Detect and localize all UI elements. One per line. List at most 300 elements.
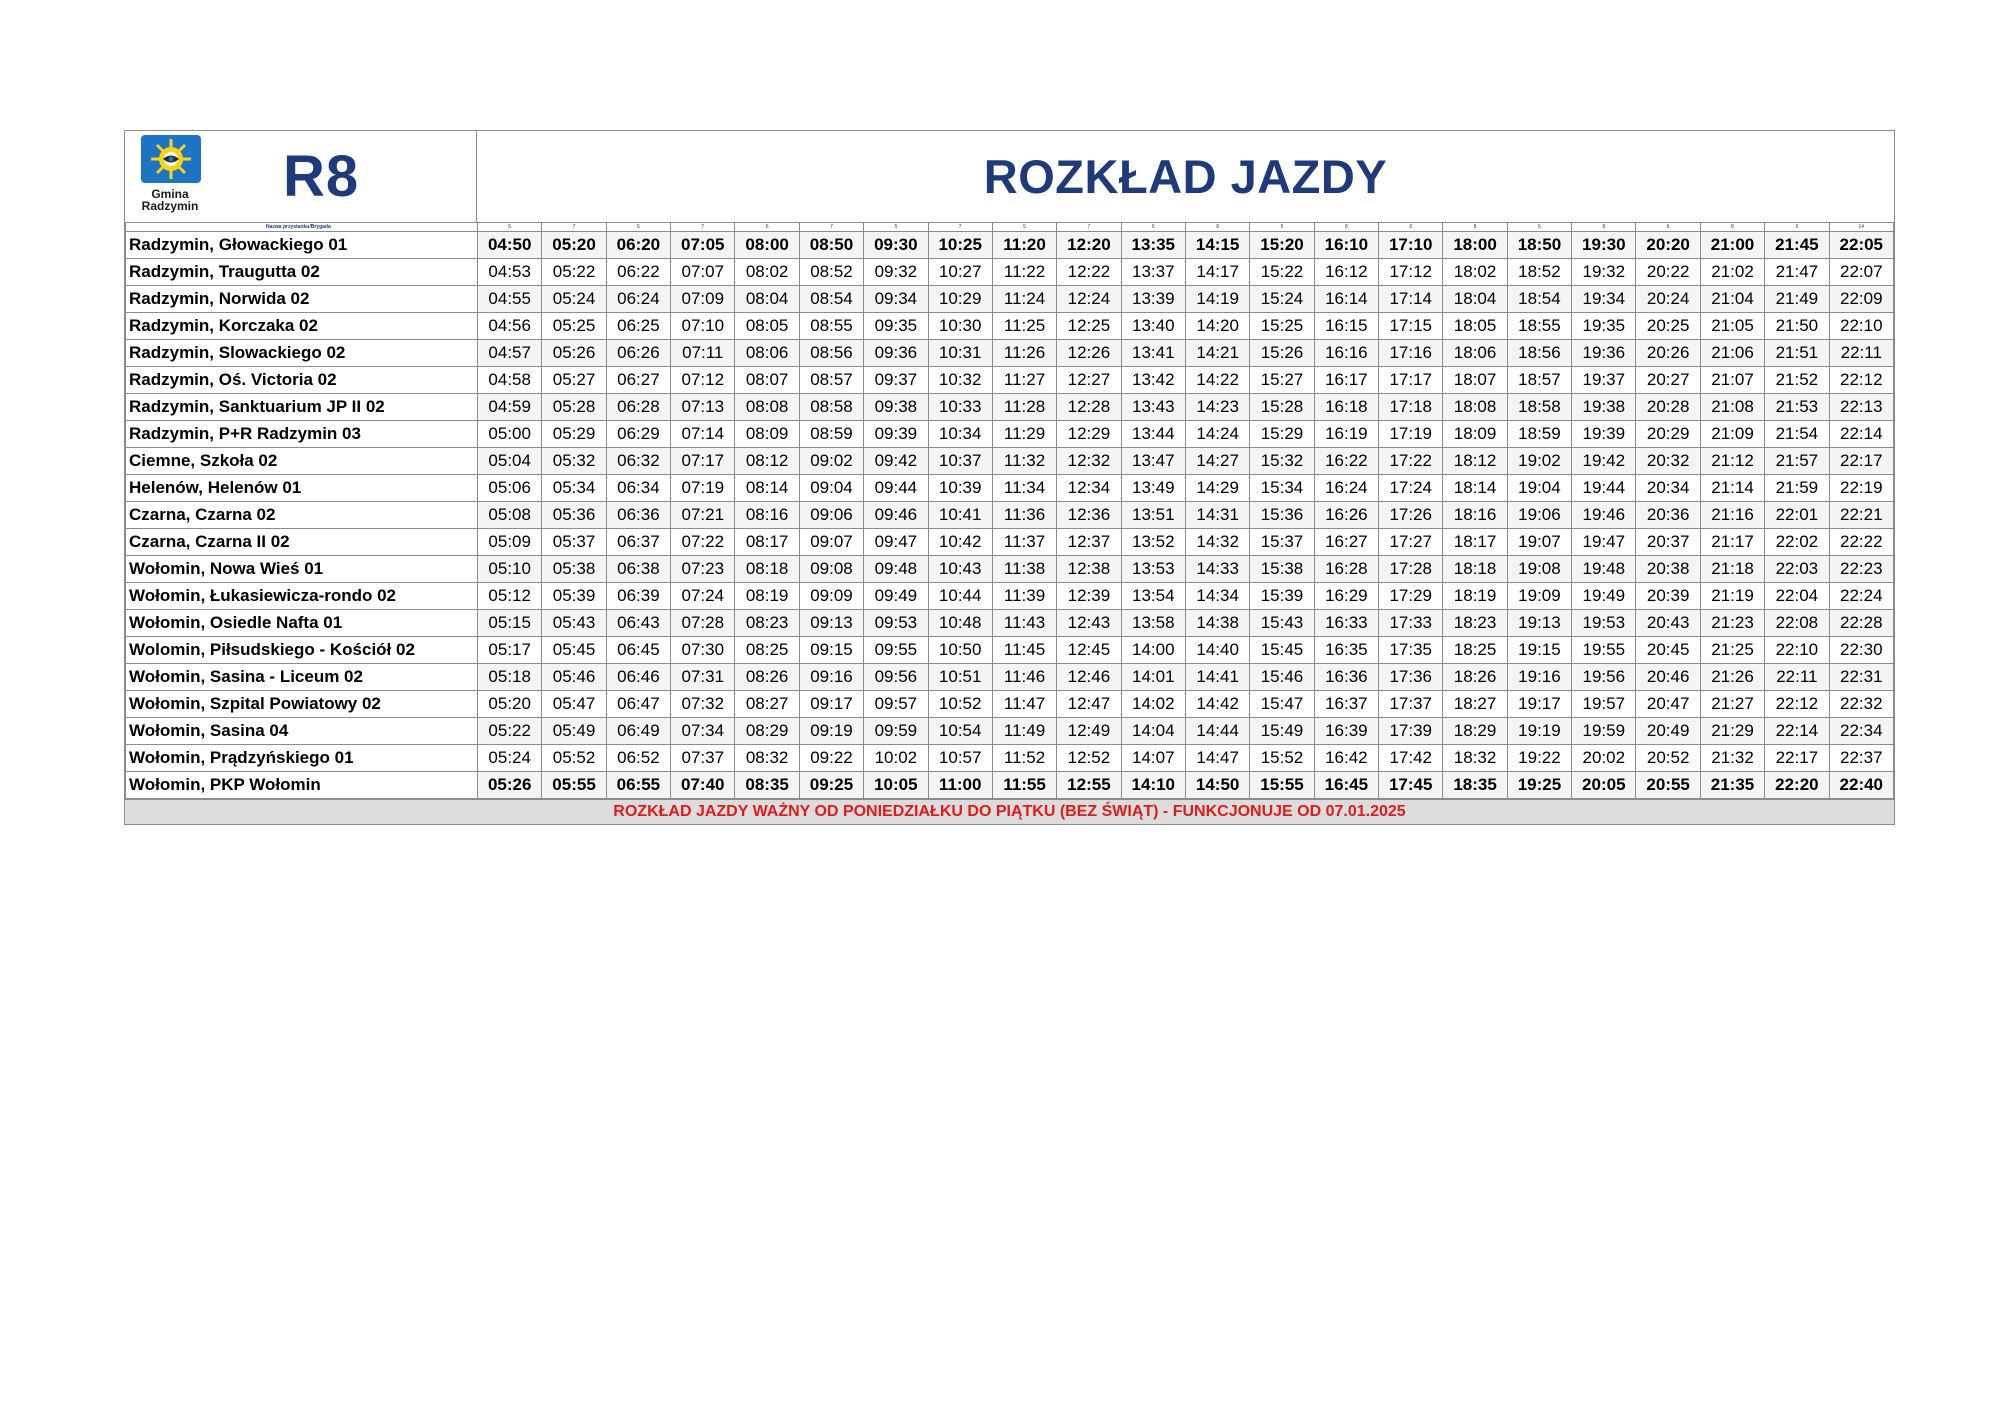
departure-time: 14:24: [1185, 421, 1249, 448]
departure-time: 21:35: [1700, 772, 1764, 799]
departure-time: 19:49: [1572, 583, 1636, 610]
departure-time: 21:17: [1700, 529, 1764, 556]
departure-time: 08:18: [735, 556, 799, 583]
departure-time: 18:06: [1443, 340, 1507, 367]
departure-time: 20:36: [1636, 502, 1700, 529]
departure-time: 22:10: [1765, 637, 1829, 664]
departure-time: 15:25: [1250, 313, 1314, 340]
departure-time: 06:36: [606, 502, 670, 529]
brigade-number: 6: [1636, 223, 1700, 232]
departure-time: 11:39: [992, 583, 1056, 610]
departure-time: 15:26: [1250, 340, 1314, 367]
departure-time: 05:24: [478, 745, 542, 772]
brigade-number: 5: [606, 223, 670, 232]
departure-time: 14:02: [1121, 691, 1185, 718]
departure-time: 12:43: [1057, 610, 1121, 637]
departure-time: 11:36: [992, 502, 1056, 529]
departure-time: 21:47: [1765, 259, 1829, 286]
departure-time: 06:47: [606, 691, 670, 718]
timetable-row: [126, 610, 1894, 637]
departure-time: 07:07: [671, 259, 735, 286]
departure-time: 21:05: [1700, 313, 1764, 340]
departure-time: 06:43: [606, 610, 670, 637]
departure-time: 22:04: [1765, 583, 1829, 610]
departure-time: 09:04: [799, 475, 863, 502]
departure-time: 12:32: [1057, 448, 1121, 475]
departure-time: 18:17: [1443, 529, 1507, 556]
departure-time: 08:23: [735, 610, 799, 637]
departure-time: 12:22: [1057, 259, 1121, 286]
brigade-number: 8: [1700, 223, 1764, 232]
departure-time: 05:36: [542, 502, 606, 529]
departure-time: 05:32: [542, 448, 606, 475]
brigade-number: 6: [1379, 223, 1443, 232]
departure-time: 10:37: [928, 448, 992, 475]
departure-time: 04:50: [478, 232, 542, 259]
departure-time: 22:28: [1829, 610, 1893, 637]
departure-time: 22:40: [1829, 772, 1893, 799]
departure-time: 06:26: [606, 340, 670, 367]
departure-time: 18:54: [1507, 286, 1571, 313]
departure-time: 11:47: [992, 691, 1056, 718]
departure-time: 22:19: [1829, 475, 1893, 502]
timetable-row: [126, 286, 1894, 313]
departure-time: 06:32: [606, 448, 670, 475]
departure-time: 17:17: [1379, 367, 1443, 394]
departure-time: 14:00: [1121, 637, 1185, 664]
departure-time: 15:43: [1250, 610, 1314, 637]
departure-time: 05:17: [478, 637, 542, 664]
departure-time: 17:39: [1379, 718, 1443, 745]
departure-time: 08:02: [735, 259, 799, 286]
departure-time: 07:10: [671, 313, 735, 340]
departure-time: 05:43: [542, 610, 606, 637]
departure-time: 07:24: [671, 583, 735, 610]
departure-time: 18:25: [1443, 637, 1507, 664]
stop-name: Wolomin, Piłsudskiego - Kościół 02: [126, 637, 478, 664]
departure-time: 05:27: [542, 367, 606, 394]
departure-time: 04:55: [478, 286, 542, 313]
departure-time: 09:22: [799, 745, 863, 772]
departure-time: 05:28: [542, 394, 606, 421]
departure-time: 19:38: [1572, 394, 1636, 421]
departure-time: 22:14: [1765, 718, 1829, 745]
departure-time: 17:33: [1379, 610, 1443, 637]
departure-time: 13:54: [1121, 583, 1185, 610]
departure-time: 15:32: [1250, 448, 1314, 475]
departure-time: 06:22: [606, 259, 670, 286]
departure-time: 10:32: [928, 367, 992, 394]
departure-time: 12:28: [1057, 394, 1121, 421]
departure-time: 22:01: [1765, 502, 1829, 529]
departure-time: 11:00: [928, 772, 992, 799]
departure-time: 14:27: [1185, 448, 1249, 475]
departure-time: 05:39: [542, 583, 606, 610]
departure-time: 18:09: [1443, 421, 1507, 448]
page-title: ROZKŁAD JAZDY: [983, 150, 1388, 203]
brigade-number: 8: [1443, 223, 1507, 232]
departure-time: 08:17: [735, 529, 799, 556]
departure-time: 21:23: [1700, 610, 1764, 637]
departure-time: 19:34: [1572, 286, 1636, 313]
departure-time: 17:18: [1379, 394, 1443, 421]
departure-time: 09:46: [864, 502, 928, 529]
departure-time: 09:30: [864, 232, 928, 259]
departure-time: 05:00: [478, 421, 542, 448]
departure-time: 14:41: [1185, 664, 1249, 691]
timetable-row: [126, 583, 1894, 610]
departure-time: 14:34: [1185, 583, 1249, 610]
stop-name: Wołomin, Sasina 04: [126, 718, 478, 745]
departure-time: 22:07: [1829, 259, 1893, 286]
departure-time: 15:29: [1250, 421, 1314, 448]
departure-time: 10:42: [928, 529, 992, 556]
timetable-row: [126, 232, 1894, 259]
departure-time: 16:12: [1314, 259, 1378, 286]
departure-time: 21:49: [1765, 286, 1829, 313]
departure-time: 11:28: [992, 394, 1056, 421]
timetable-row: [126, 448, 1894, 475]
departure-time: 18:26: [1443, 664, 1507, 691]
departure-time: 07:32: [671, 691, 735, 718]
departure-time: 19:17: [1507, 691, 1571, 718]
departure-time: 13:42: [1121, 367, 1185, 394]
departure-time: 22:31: [1829, 664, 1893, 691]
departure-time: 21:27: [1700, 691, 1764, 718]
departure-time: 08:54: [799, 286, 863, 313]
stop-name: Radzymin, Norwida 02: [126, 286, 478, 313]
departure-time: 18:05: [1443, 313, 1507, 340]
timetable-row: [126, 421, 1894, 448]
departure-time: 14:22: [1185, 367, 1249, 394]
departure-time: 19:56: [1572, 664, 1636, 691]
departure-time: 19:47: [1572, 529, 1636, 556]
departure-time: 11:43: [992, 610, 1056, 637]
departure-time: 16:39: [1314, 718, 1378, 745]
departure-time: 19:42: [1572, 448, 1636, 475]
departure-time: 18:08: [1443, 394, 1507, 421]
departure-time: 21:06: [1700, 340, 1764, 367]
departure-time: 15:27: [1250, 367, 1314, 394]
departure-time: 21:59: [1765, 475, 1829, 502]
departure-time: 21:12: [1700, 448, 1764, 475]
timetable-row: [126, 637, 1894, 664]
departure-time: 07:28: [671, 610, 735, 637]
departure-time: 18:00: [1443, 232, 1507, 259]
stop-name: Radzymin, P+R Radzymin 03: [126, 421, 478, 448]
brigade-row: [126, 223, 1894, 232]
departure-time: 20:52: [1636, 745, 1700, 772]
departure-time: 16:37: [1314, 691, 1378, 718]
departure-time: 19:37: [1572, 367, 1636, 394]
departure-time: 14:21: [1185, 340, 1249, 367]
stop-name: Wołomin, PKP Wołomin: [126, 772, 478, 799]
departure-time: 12:36: [1057, 502, 1121, 529]
departure-time: 15:34: [1250, 475, 1314, 502]
departure-time: 18:35: [1443, 772, 1507, 799]
departure-time: 06:24: [606, 286, 670, 313]
departure-time: 08:59: [799, 421, 863, 448]
departure-time: 19:32: [1572, 259, 1636, 286]
departure-time: 22:02: [1765, 529, 1829, 556]
departure-time: 14:10: [1121, 772, 1185, 799]
departure-time: 15:49: [1250, 718, 1314, 745]
departure-time: 05:26: [478, 772, 542, 799]
departure-time: 21:00: [1700, 232, 1764, 259]
departure-time: 19:09: [1507, 583, 1571, 610]
departure-time: 22:12: [1829, 367, 1893, 394]
departure-time: 17:45: [1379, 772, 1443, 799]
departure-time: 11:55: [992, 772, 1056, 799]
departure-time: 09:38: [864, 394, 928, 421]
departure-time: 09:57: [864, 691, 928, 718]
stop-name: Radzymin, Oś. Victoria 02: [126, 367, 478, 394]
departure-time: 20:32: [1636, 448, 1700, 475]
departure-time: 19:36: [1572, 340, 1636, 367]
departure-time: 22:03: [1765, 556, 1829, 583]
timetable-sheet: [124, 130, 1895, 825]
departure-time: 04:56: [478, 313, 542, 340]
departure-time: 11:37: [992, 529, 1056, 556]
departure-time: 10:54: [928, 718, 992, 745]
departure-time: 20:24: [1636, 286, 1700, 313]
departure-time: 16:22: [1314, 448, 1378, 475]
brigade-number: 5: [992, 223, 1056, 232]
departure-time: 13:51: [1121, 502, 1185, 529]
departure-time: 09:37: [864, 367, 928, 394]
departure-time: 22:24: [1829, 583, 1893, 610]
departure-time: 13:47: [1121, 448, 1185, 475]
departure-time: 12:49: [1057, 718, 1121, 745]
departure-time: 05:09: [478, 529, 542, 556]
brigade-number: 5: [864, 223, 928, 232]
departure-time: 13:44: [1121, 421, 1185, 448]
departure-time: 16:18: [1314, 394, 1378, 421]
departure-time: 22:37: [1829, 745, 1893, 772]
departure-time: 05:49: [542, 718, 606, 745]
departure-time: 09:17: [799, 691, 863, 718]
departure-time: 16:29: [1314, 583, 1378, 610]
departure-time: 19:04: [1507, 475, 1571, 502]
departure-time: 13:58: [1121, 610, 1185, 637]
departure-time: 08:25: [735, 637, 799, 664]
departure-time: 22:30: [1829, 637, 1893, 664]
route-number: R8: [283, 144, 360, 209]
departure-time: 06:49: [606, 718, 670, 745]
departure-time: 11:20: [992, 232, 1056, 259]
departure-time: 15:52: [1250, 745, 1314, 772]
departure-time: 16:10: [1314, 232, 1378, 259]
departure-time: 08:26: [735, 664, 799, 691]
departure-time: 18:57: [1507, 367, 1571, 394]
departure-time: 10:39: [928, 475, 992, 502]
departure-time: 22:10: [1829, 313, 1893, 340]
departure-time: 06:20: [606, 232, 670, 259]
departure-time: 19:07: [1507, 529, 1571, 556]
departure-time: 19:15: [1507, 637, 1571, 664]
brigade-number: 8: [1314, 223, 1378, 232]
timetable-row: [126, 664, 1894, 691]
departure-time: 16:16: [1314, 340, 1378, 367]
departure-time: 10:29: [928, 286, 992, 313]
departure-time: 13:37: [1121, 259, 1185, 286]
departure-time: 09:16: [799, 664, 863, 691]
stop-name: Radzymin, Slowackiego 02: [126, 340, 478, 367]
departure-time: 11:49: [992, 718, 1056, 745]
departure-time: 12:20: [1057, 232, 1121, 259]
departure-time: 18:56: [1507, 340, 1571, 367]
departure-time: 08:19: [735, 583, 799, 610]
departure-time: 18:14: [1443, 475, 1507, 502]
departure-time: 20:20: [1636, 232, 1700, 259]
departure-time: 09:13: [799, 610, 863, 637]
departure-time: 08:06: [735, 340, 799, 367]
departure-time: 08:55: [799, 313, 863, 340]
departure-time: 09:56: [864, 664, 928, 691]
departure-time: 16:28: [1314, 556, 1378, 583]
departure-time: 21:14: [1700, 475, 1764, 502]
departure-time: 19:57: [1572, 691, 1636, 718]
departure-time: 07:37: [671, 745, 735, 772]
departure-time: 17:26: [1379, 502, 1443, 529]
brigade-number: 7: [542, 223, 606, 232]
departure-time: 07:11: [671, 340, 735, 367]
departure-time: 09:06: [799, 502, 863, 529]
departure-time: 20:45: [1636, 637, 1700, 664]
departure-time: 15:36: [1250, 502, 1314, 529]
departure-time: 14:44: [1185, 718, 1249, 745]
departure-time: 19:59: [1572, 718, 1636, 745]
departure-time: 19:35: [1572, 313, 1636, 340]
departure-time: 21:19: [1700, 583, 1764, 610]
departure-time: 05:22: [478, 718, 542, 745]
departure-time: 12:55: [1057, 772, 1121, 799]
departure-time: 05:52: [542, 745, 606, 772]
departure-time: 14:40: [1185, 637, 1249, 664]
departure-time: 13:35: [1121, 232, 1185, 259]
departure-time: 06:29: [606, 421, 670, 448]
departure-time: 22:09: [1829, 286, 1893, 313]
departure-time: 16:24: [1314, 475, 1378, 502]
departure-time: 09:02: [799, 448, 863, 475]
departure-time: 21:26: [1700, 664, 1764, 691]
timetable-row: [126, 502, 1894, 529]
departure-time: 08:14: [735, 475, 799, 502]
departure-time: 14:01: [1121, 664, 1185, 691]
departure-time: 21:07: [1700, 367, 1764, 394]
departure-time: 06:39: [606, 583, 670, 610]
brigade-number: 7: [1057, 223, 1121, 232]
departure-time: 22:23: [1829, 556, 1893, 583]
departure-time: 05:47: [542, 691, 606, 718]
departure-time: 12:34: [1057, 475, 1121, 502]
departure-time: 10:51: [928, 664, 992, 691]
departure-time: 07:34: [671, 718, 735, 745]
departure-time: 19:13: [1507, 610, 1571, 637]
timetable-row: [126, 691, 1894, 718]
departure-time: 21:09: [1700, 421, 1764, 448]
departure-time: 11:45: [992, 637, 1056, 664]
departure-time: 21:29: [1700, 718, 1764, 745]
timetable-header: [125, 131, 1894, 222]
brigade-number: 6: [1121, 223, 1185, 232]
departure-time: 09:34: [864, 286, 928, 313]
departure-time: 13:53: [1121, 556, 1185, 583]
departure-time: 09:07: [799, 529, 863, 556]
departure-time: 05:06: [478, 475, 542, 502]
departure-time: 19:16: [1507, 664, 1571, 691]
departure-time: 18:12: [1443, 448, 1507, 475]
departure-time: 21:16: [1700, 502, 1764, 529]
departure-time: 19:48: [1572, 556, 1636, 583]
departure-time: 11:26: [992, 340, 1056, 367]
departure-time: 14:38: [1185, 610, 1249, 637]
stop-name: Radzymin, Korczaka 02: [126, 313, 478, 340]
departure-time: 13:52: [1121, 529, 1185, 556]
departure-time: 17:36: [1379, 664, 1443, 691]
departure-time: 17:19: [1379, 421, 1443, 448]
departure-time: 05:08: [478, 502, 542, 529]
departure-time: 11:38: [992, 556, 1056, 583]
departure-time: 18:59: [1507, 421, 1571, 448]
brigade-number: 6: [1507, 223, 1571, 232]
departure-time: 11:24: [992, 286, 1056, 313]
departure-time: 18:07: [1443, 367, 1507, 394]
departure-time: 19:53: [1572, 610, 1636, 637]
departure-time: 22:13: [1829, 394, 1893, 421]
departure-time: 15:39: [1250, 583, 1314, 610]
departure-time: 12:26: [1057, 340, 1121, 367]
departure-time: 15:22: [1250, 259, 1314, 286]
departure-time: 14:07: [1121, 745, 1185, 772]
title-cell: [477, 131, 1894, 222]
departure-time: 18:27: [1443, 691, 1507, 718]
departure-time: 14:29: [1185, 475, 1249, 502]
departure-time: 05:24: [542, 286, 606, 313]
departure-time: 17:35: [1379, 637, 1443, 664]
stop-column-header: Nazwa przystanku/Brygada: [126, 223, 478, 232]
departure-time: 09:32: [864, 259, 928, 286]
departure-time: 16:14: [1314, 286, 1378, 313]
departure-time: 20:28: [1636, 394, 1700, 421]
departure-time: 18:58: [1507, 394, 1571, 421]
departure-time: 14:50: [1185, 772, 1249, 799]
departure-time: 17:37: [1379, 691, 1443, 718]
departure-time: 22:20: [1765, 772, 1829, 799]
departure-time: 16:36: [1314, 664, 1378, 691]
departure-time: 21:57: [1765, 448, 1829, 475]
departure-time: 05:25: [542, 313, 606, 340]
departure-time: 13:43: [1121, 394, 1185, 421]
brigade-number: 5: [735, 223, 799, 232]
departure-time: 20:49: [1636, 718, 1700, 745]
departure-time: 09:48: [864, 556, 928, 583]
departure-time: 08:56: [799, 340, 863, 367]
departure-time: 16:33: [1314, 610, 1378, 637]
stop-name: Czarna, Czarna 02: [126, 502, 478, 529]
departure-time: 14:23: [1185, 394, 1249, 421]
departure-time: 07:23: [671, 556, 735, 583]
departure-time: 20:47: [1636, 691, 1700, 718]
brigade-number: 14: [1829, 223, 1893, 232]
departure-time: 15:20: [1250, 232, 1314, 259]
brigade-number: 7: [799, 223, 863, 232]
timetable-row: [126, 340, 1894, 367]
departure-time: 19:19: [1507, 718, 1571, 745]
departure-time: 22:12: [1765, 691, 1829, 718]
departure-time: 17:16: [1379, 340, 1443, 367]
departure-time: 04:57: [478, 340, 542, 367]
